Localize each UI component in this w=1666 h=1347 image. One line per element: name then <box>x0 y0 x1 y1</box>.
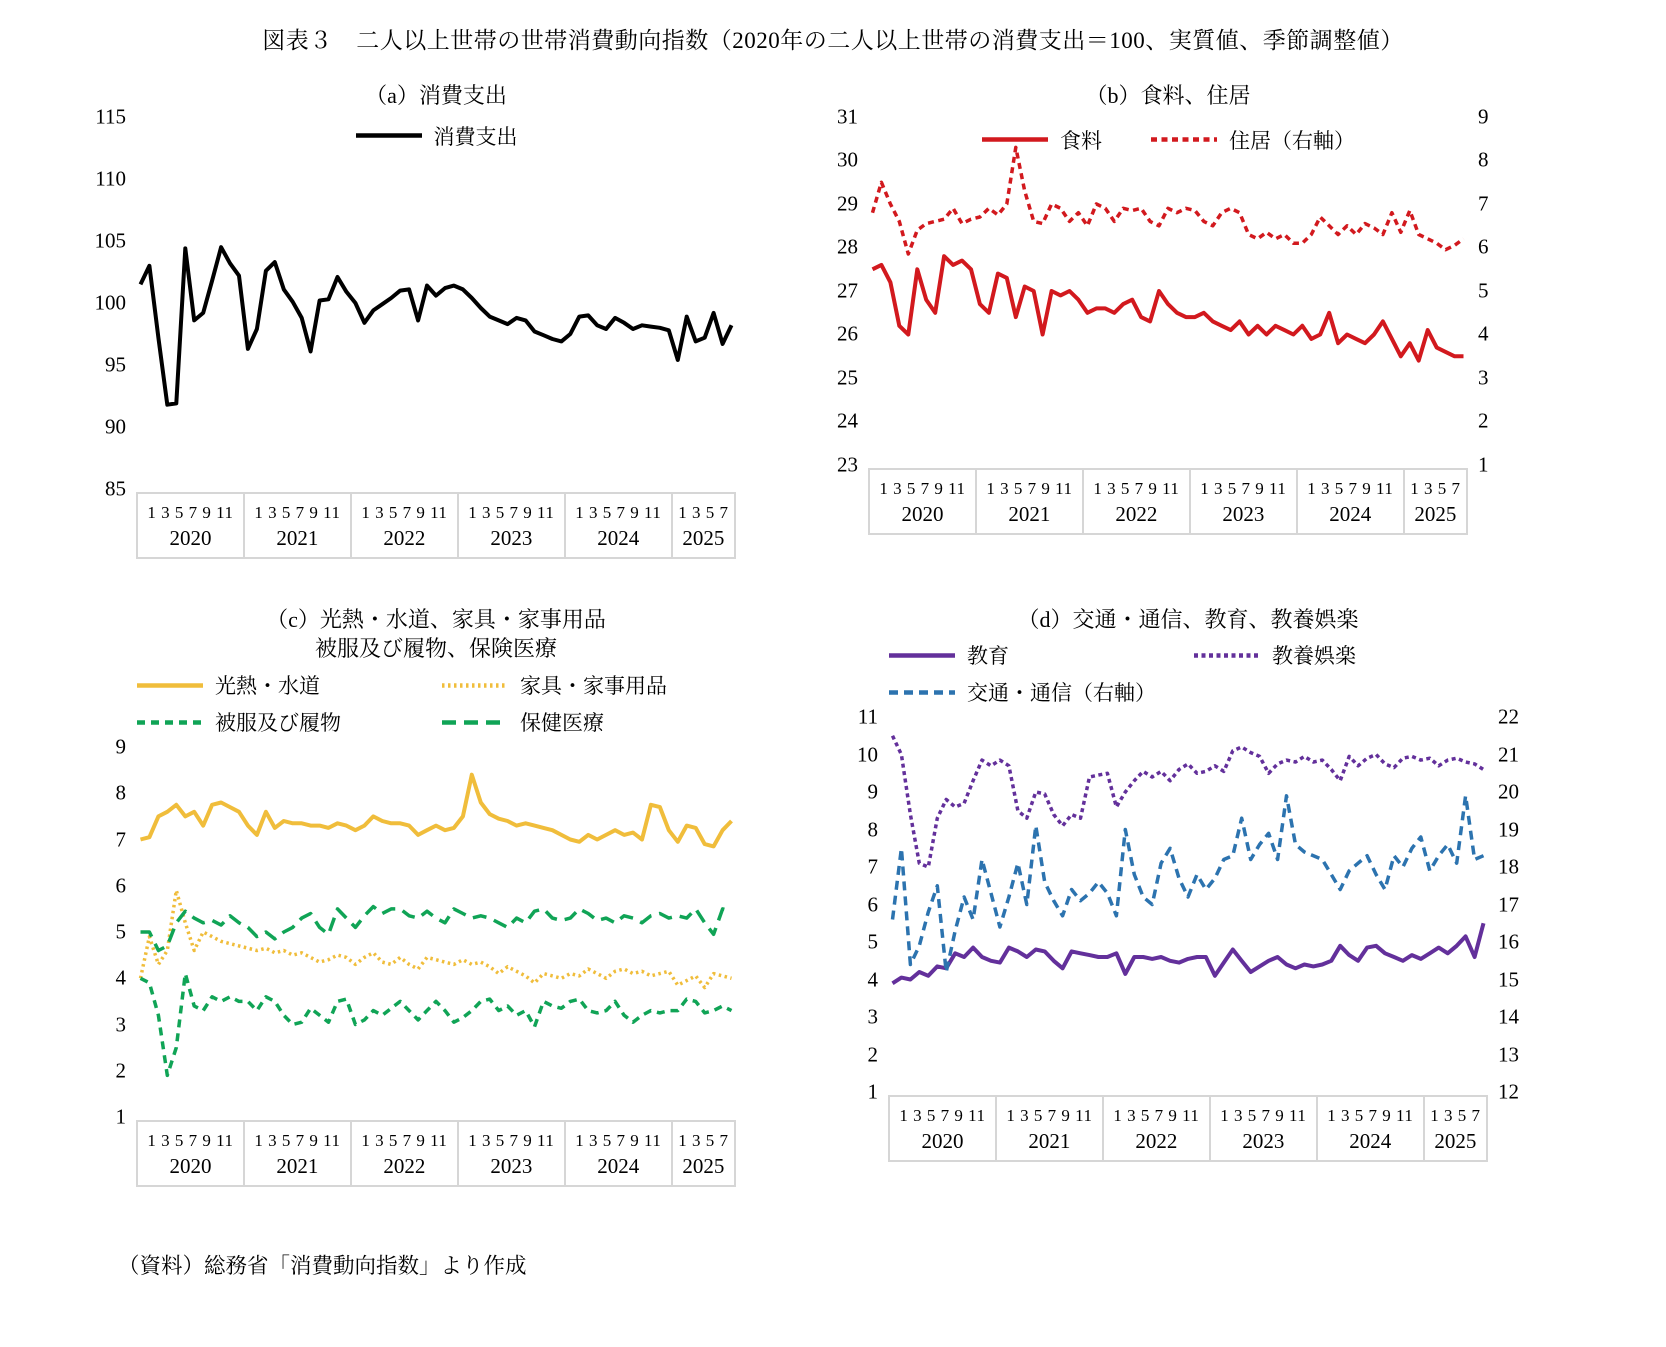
recreation-line <box>893 736 1484 867</box>
legend-label: 教育 <box>967 644 1009 669</box>
source-note: （資料）総務省「消費動向指数」より作成 <box>118 1254 527 1279</box>
panel-row-bottom <box>0 605 1666 1187</box>
x-axis-year-label: 2024 <box>1329 501 1372 526</box>
y-axis-tick-label: 22 <box>1498 704 1519 729</box>
x-axis-month-ticks: 1 3 5 7 <box>1430 1106 1481 1126</box>
x-axis-year-group <box>1104 1097 1211 1160</box>
y-axis-tick-label: 9 <box>115 734 126 759</box>
x-axis-year-group <box>566 1122 673 1185</box>
panel-b-x-axis <box>868 468 1468 535</box>
x-axis-year-group <box>1298 470 1405 533</box>
panel-d <box>832 605 1536 1163</box>
x-axis-year-label: 2025 <box>682 1154 725 1179</box>
x-axis-year-group <box>352 494 459 557</box>
legend-row <box>136 121 736 151</box>
y-axis-tick-label: 23 <box>837 452 858 477</box>
legend-item-food <box>981 125 1102 155</box>
y-axis-tick-label: 4 <box>1478 321 1489 346</box>
legend-row <box>136 707 756 737</box>
legend-label: 交通・通信（右軸） <box>967 681 1156 706</box>
x-axis-month-ticks: 1 3 5 7 9 11 <box>1220 1106 1307 1126</box>
x-axis-month-ticks: 1 3 5 7 <box>1410 478 1461 498</box>
y-axis-tick-label: 1 <box>867 1079 878 1104</box>
x-axis-month-ticks: 1 3 5 7 9 11 <box>1307 478 1394 498</box>
furniture-line <box>141 890 732 987</box>
y-axis-tick-label: 2 <box>115 1058 126 1083</box>
legend-label: 光熱・水道 <box>215 674 320 699</box>
x-axis-month-ticks: 1 3 5 7 9 11 <box>361 1131 448 1151</box>
legend-line-sample <box>136 718 204 727</box>
legend-item-transport <box>888 677 1193 707</box>
panel-d-title: （d）交通・通信、教育、教養娯楽 <box>1017 606 1359 632</box>
y-axis-tick-label: 8 <box>115 780 126 805</box>
legend-line-sample <box>441 718 509 727</box>
legend-item-clothing <box>136 707 441 737</box>
panel-b-legend <box>868 125 1468 155</box>
x-axis-month-ticks: 1 3 5 7 9 11 <box>147 502 234 522</box>
panel-b-y-axis-right <box>1468 104 1516 477</box>
x-axis-year-label: 2023 <box>1242 1129 1285 1154</box>
panel-d-plot-svg <box>888 717 1488 1092</box>
y-axis-tick-label: 6 <box>1478 234 1489 259</box>
x-axis-year-label: 2024 <box>1349 1129 1392 1154</box>
y-axis-tick-label: 7 <box>1478 191 1489 216</box>
y-axis-tick-label: 21 <box>1498 742 1519 767</box>
x-axis-year-group <box>1318 1097 1425 1160</box>
y-axis-tick-label: 7 <box>115 827 126 852</box>
legend-label: 被服及び履物 <box>215 711 341 736</box>
x-axis-year-label: 2021 <box>1008 501 1051 526</box>
y-axis-tick-label: 9 <box>1478 104 1489 129</box>
x-axis-month-ticks: 1 3 5 7 9 11 <box>1006 1106 1093 1126</box>
panel-c <box>80 605 756 1187</box>
legend-label: 食料 <box>1060 128 1102 153</box>
x-axis-year-group <box>138 494 245 557</box>
x-axis-year-label: 2023 <box>490 1154 533 1179</box>
y-axis-tick-label: 14 <box>1498 1004 1519 1029</box>
panel-a-y-axis-left <box>80 104 136 501</box>
legend-label: 家具・家事用品 <box>520 674 667 699</box>
x-axis-month-ticks: 1 3 5 7 9 11 <box>468 502 555 522</box>
panel-a-chart <box>80 104 736 559</box>
y-axis-tick-label: 24 <box>837 408 858 433</box>
legend-label: 住居（右軸） <box>1229 128 1355 153</box>
y-axis-tick-label: 3 <box>115 1012 126 1037</box>
y-axis-tick-label: 4 <box>867 967 878 992</box>
y-axis-tick-label: 27 <box>837 278 858 303</box>
legend-row <box>868 125 1468 155</box>
y-axis-tick-label: 105 <box>94 228 126 253</box>
legend-row <box>136 670 756 700</box>
legend-item-furniture <box>441 670 756 700</box>
x-axis-year-group <box>245 1122 352 1185</box>
x-axis-month-ticks: 1 3 5 7 9 11 <box>1093 478 1180 498</box>
clothing-line <box>141 974 732 1076</box>
panel-b-plot-svg <box>868 117 1468 465</box>
y-axis-tick-label: 29 <box>837 191 858 216</box>
y-axis-tick-label: 25 <box>837 365 858 390</box>
education-line <box>893 924 1484 984</box>
x-axis-year-group <box>1191 470 1298 533</box>
legend-line-sample <box>355 131 423 140</box>
legend-item-consumption <box>355 121 518 151</box>
x-axis-month-ticks: 1 3 5 7 9 11 <box>254 502 341 522</box>
x-axis-year-group <box>352 1122 459 1185</box>
y-axis-tick-label: 2 <box>867 1042 878 1067</box>
panel-c-legend <box>136 670 756 737</box>
x-axis-month-ticks: 1 3 5 7 9 11 <box>879 478 966 498</box>
x-axis-year-label: 2020 <box>169 525 212 550</box>
y-axis-tick-label: 2 <box>1478 408 1489 433</box>
panel-a-title: （a）消費支出 <box>365 83 507 108</box>
y-axis-tick-label: 11 <box>857 704 878 729</box>
x-axis-year-label: 2025 <box>1434 1129 1477 1154</box>
x-axis-year-group <box>1425 1097 1486 1160</box>
panel-d-y-axis-right <box>1488 704 1536 1104</box>
x-axis-year-label: 2024 <box>597 1154 640 1179</box>
panel-c-title: （c）光熱・水道、家具・家事用品 被服及び履物、保険医療 <box>266 606 606 662</box>
panel-c-x-axis <box>136 1120 736 1187</box>
x-axis-year-label: 2023 <box>1222 501 1265 526</box>
food-line <box>873 256 1464 360</box>
y-axis-tick-label: 90 <box>105 414 126 439</box>
x-axis-year-label: 2022 <box>383 525 426 550</box>
panel-d-x-axis <box>888 1095 1488 1162</box>
legend-line-sample <box>888 651 956 660</box>
y-axis-tick-label: 13 <box>1498 1042 1519 1067</box>
x-axis-month-ticks: 1 3 5 7 9 11 <box>1113 1106 1200 1126</box>
panel-b-plot-area <box>868 117 1468 465</box>
x-axis-year-label: 2022 <box>1135 1129 1178 1154</box>
x-axis-month-ticks: 1 3 5 7 9 11 <box>1200 478 1287 498</box>
legend-item-education <box>888 640 1193 670</box>
x-axis-month-ticks: 1 3 5 7 9 11 <box>575 1131 662 1151</box>
y-axis-tick-label: 19 <box>1498 817 1519 842</box>
x-axis-year-group <box>870 470 977 533</box>
y-axis-tick-label: 4 <box>115 965 126 990</box>
x-axis-year-label: 2025 <box>682 525 725 550</box>
x-axis-month-ticks: 1 3 5 7 9 11 <box>254 1131 341 1151</box>
y-axis-tick-label: 1 <box>115 1104 126 1129</box>
y-axis-tick-label: 9 <box>867 779 878 804</box>
panel-c-y-axis-left <box>80 734 136 1129</box>
x-axis-year-label: 2021 <box>1028 1129 1071 1154</box>
x-axis-year-group <box>1211 1097 1318 1160</box>
x-axis-year-group <box>673 494 734 557</box>
y-axis-tick-label: 17 <box>1498 892 1519 917</box>
x-axis-month-ticks: 1 3 5 7 9 11 <box>1327 1106 1414 1126</box>
legend-line-sample <box>1193 651 1261 660</box>
panel-b-chart <box>812 104 1516 535</box>
legend-label: 保健医療 <box>520 711 604 736</box>
panel-c-plot-svg <box>136 747 736 1117</box>
healthcare-line <box>141 907 732 951</box>
legend-row <box>888 640 1508 670</box>
x-axis-month-ticks: 1 3 5 7 9 11 <box>986 478 1073 498</box>
x-axis-month-ticks: 1 3 5 7 9 11 <box>468 1131 555 1151</box>
legend-label: 消費支出 <box>433 124 518 149</box>
x-axis-year-group <box>245 494 352 557</box>
legend-line-sample <box>441 681 509 690</box>
panel-d-y-axis-left <box>832 704 888 1104</box>
legend-line-sample <box>136 681 204 690</box>
y-axis-tick-label: 30 <box>837 147 858 172</box>
x-axis-year-label: 2023 <box>490 525 533 550</box>
x-axis-year-group <box>673 1122 734 1185</box>
panel-b-y-axis-left <box>812 104 868 477</box>
y-axis-tick-label: 95 <box>105 352 126 377</box>
y-axis-tick-label: 1 <box>1478 452 1489 477</box>
y-axis-tick-label: 8 <box>867 817 878 842</box>
legend-line-sample <box>1150 135 1218 144</box>
y-axis-tick-label: 28 <box>837 234 858 259</box>
y-axis-tick-label: 100 <box>94 290 126 315</box>
panel-d-legend <box>888 640 1508 707</box>
utilities-line <box>141 775 732 847</box>
x-axis-year-label: 2025 <box>1414 501 1457 526</box>
panel-c-plot-area <box>136 747 736 1117</box>
y-axis-tick-label: 5 <box>867 929 878 954</box>
legend-line-sample <box>981 135 1049 144</box>
x-axis-month-ticks: 1 3 5 7 9 11 <box>361 502 448 522</box>
figure-title: 図表３ 二人以上世帯の世帯消費動向指数（2020年の二人以上世帯の消費支出＝100、実質値、季節調整値） <box>262 28 1404 53</box>
y-axis-tick-label: 16 <box>1498 929 1519 954</box>
consumption-line <box>141 247 732 405</box>
x-axis-year-group <box>1084 470 1191 533</box>
legend-label: 教養娯楽 <box>1272 644 1356 669</box>
y-axis-tick-label: 31 <box>837 104 858 129</box>
housing-line <box>873 147 1464 254</box>
legend-line-sample <box>888 688 956 697</box>
y-axis-tick-label: 12 <box>1498 1079 1519 1104</box>
panel-a-legend <box>136 121 736 151</box>
panel-row-top <box>0 81 1666 559</box>
x-axis-month-ticks: 1 3 5 7 9 11 <box>899 1106 986 1126</box>
panel-d-chart <box>832 640 1536 1162</box>
x-axis-year-label: 2024 <box>597 525 640 550</box>
x-axis-year-label: 2022 <box>1115 501 1158 526</box>
panel-a <box>80 81 736 559</box>
panel-b <box>812 81 1516 535</box>
y-axis-tick-label: 115 <box>95 104 126 129</box>
panel-a-x-axis <box>136 492 736 559</box>
y-axis-tick-label: 85 <box>105 476 126 501</box>
y-axis-tick-label: 18 <box>1498 854 1519 879</box>
panel-b-title: （b）食料、住居 <box>1085 83 1251 108</box>
x-axis-year-label: 2020 <box>921 1129 964 1154</box>
legend-item-utilities <box>136 670 441 700</box>
y-axis-tick-label: 5 <box>115 919 126 944</box>
x-axis-year-label: 2021 <box>276 525 319 550</box>
x-axis-month-ticks: 1 3 5 7 <box>678 1131 729 1151</box>
x-axis-year-group <box>459 494 566 557</box>
legend-item-recreation <box>1193 640 1508 670</box>
x-axis-year-group <box>890 1097 997 1160</box>
y-axis-tick-label: 7 <box>867 854 878 879</box>
y-axis-tick-label: 26 <box>837 321 858 346</box>
x-axis-year-label: 2022 <box>383 1154 426 1179</box>
x-axis-year-label: 2020 <box>169 1154 212 1179</box>
x-axis-year-group <box>1405 470 1466 533</box>
y-axis-tick-label: 6 <box>115 873 126 898</box>
panel-a-plot-svg <box>136 117 736 489</box>
x-axis-year-group <box>997 1097 1104 1160</box>
y-axis-tick-label: 6 <box>867 892 878 917</box>
panel-c-chart <box>80 670 756 1187</box>
x-axis-year-label: 2020 <box>901 501 944 526</box>
x-axis-month-ticks: 1 3 5 7 9 11 <box>147 1131 234 1151</box>
y-axis-tick-label: 110 <box>95 166 126 191</box>
y-axis-tick-label: 5 <box>1478 278 1489 303</box>
y-axis-tick-label: 3 <box>867 1004 878 1029</box>
transport-line <box>893 796 1484 972</box>
legend-row <box>888 677 1508 707</box>
legend-item-housing <box>1150 125 1355 155</box>
panel-d-plot-area <box>888 717 1488 1092</box>
x-axis-month-ticks: 1 3 5 7 <box>678 502 729 522</box>
legend-item-healthcare <box>441 707 756 737</box>
x-axis-year-group <box>977 470 1084 533</box>
x-axis-year-group <box>138 1122 245 1185</box>
y-axis-tick-label: 8 <box>1478 147 1489 172</box>
x-axis-month-ticks: 1 3 5 7 9 11 <box>575 502 662 522</box>
y-axis-tick-label: 20 <box>1498 779 1519 804</box>
x-axis-year-group <box>459 1122 566 1185</box>
x-axis-year-group <box>566 494 673 557</box>
y-axis-tick-label: 15 <box>1498 967 1519 992</box>
panel-a-plot-area <box>136 117 736 489</box>
y-axis-tick-label: 10 <box>857 742 878 767</box>
x-axis-year-label: 2021 <box>276 1154 319 1179</box>
y-axis-tick-label: 3 <box>1478 365 1489 390</box>
